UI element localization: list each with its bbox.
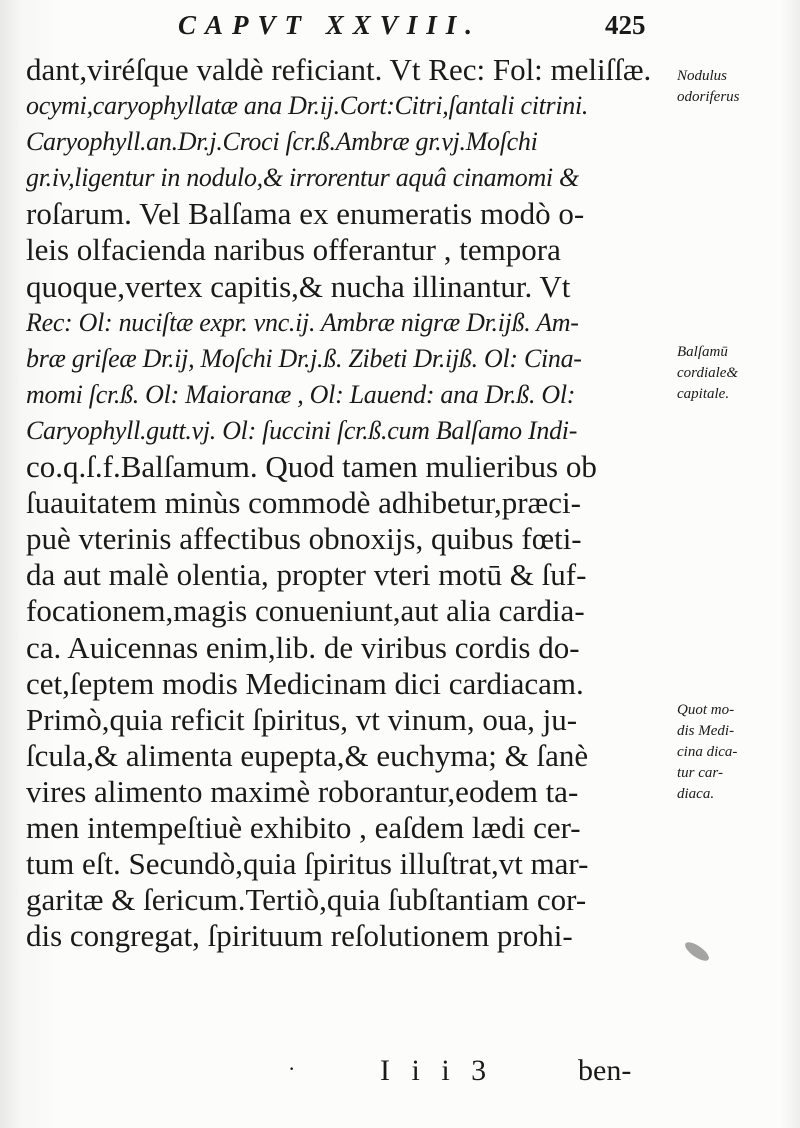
text-line: da aut malè olentia, propter vteri motū & ſuf- bbox=[26, 557, 587, 593]
text-line: Caryophyll.an.Dr.j.Croci ſcr.ß.Ambræ gr.vj.Moſchi bbox=[26, 127, 538, 157]
signature-mark: I i i 3 bbox=[380, 1054, 494, 1087]
text-line: Caryophyll.gutt.vj. Ol: ſuccini ſcr.ß.cum Balſamo Indi- bbox=[26, 415, 578, 445]
ink-smudge-mark bbox=[682, 939, 711, 964]
text-line: tum eſt. Secundò,quia ſpiritus illuſtrat,vt mar- bbox=[26, 846, 589, 882]
margin-note-line: capitale. bbox=[677, 386, 730, 402]
page-footer bbox=[0, 1052, 800, 1092]
margin-note-line: Quot mo- bbox=[677, 702, 735, 718]
margin-note-line: cina dica- bbox=[677, 744, 738, 760]
text-line: bræ griſeæ Dr.ij, Moſchi Dr.j.ß. Zibeti Dr.ijß. Ol: Cina- bbox=[26, 343, 582, 373]
text-line: quoque,vertex capitis,& nucha illinantur. Vt bbox=[26, 268, 571, 304]
chapter-title: CAPVT XXVIII. bbox=[178, 10, 482, 40]
running-head bbox=[0, 6, 800, 46]
margin-note-balsamum bbox=[677, 342, 787, 405]
text-line: dant,viréſque valdè reficiant. Vt Rec: Fol: meliſſæ. bbox=[26, 52, 652, 87]
text-line: Rec: Ol: nuciſtæ expr. vnc.ij. Ambræ nigræ Dr.ijß. Am- bbox=[26, 307, 579, 337]
text-line: leis olfacienda naribus offerantur , tempora bbox=[26, 232, 561, 268]
text-line: dis congregat, ſpirituum reſolutionem prohi- bbox=[26, 918, 573, 954]
text-line: vires alimento maximè roborantur,eodem ta- bbox=[26, 773, 579, 809]
catchword: ben- bbox=[578, 1054, 632, 1087]
text-line: co.q.ſ.f.Balſamum. Quod tamen mulieribus ob bbox=[26, 449, 597, 485]
text-line: ſuauitatem minùs commodè adhibetur,præci- bbox=[26, 485, 581, 521]
text-line: ſcula,& alimenta eupepta,& euchyma; & ſanè bbox=[26, 737, 589, 773]
margin-note-line: odoriferus bbox=[677, 89, 740, 105]
margin-note-line: Nodulus bbox=[677, 68, 728, 84]
text-line: focationem,magis conueniunt,aut alia cardia- bbox=[26, 593, 585, 629]
text-line: momi ſcr.ß. Ol: Maioranæ , Ol: Lauend: ana Dr.ß. Ol: bbox=[26, 379, 576, 409]
main-text-block bbox=[26, 52, 676, 954]
margin-note-line: tur car- bbox=[677, 765, 723, 781]
margin-note-line: dis Medi- bbox=[677, 723, 735, 739]
margin-note-line: Balſamū bbox=[677, 344, 728, 360]
margin-note-line: cordiale& bbox=[677, 365, 739, 381]
text-line: cet,ſeptem modis Medicinam dici cardiacam. bbox=[26, 665, 584, 701]
margin-note-line: diaca. bbox=[677, 786, 715, 802]
text-line: gr.iv,ligentur in nodulo,& irrorentur aquâ cinamomi & bbox=[26, 163, 579, 193]
text-line: ca. Auicennas enim,lib. de viribus cordis do- bbox=[26, 629, 580, 665]
text-line: garitæ & ſericum.Tertiò,quia ſubſtantiam cor- bbox=[26, 882, 587, 918]
text-line: men intempeſtiuè exhibito , eaſdem lædi cer- bbox=[26, 809, 581, 845]
text-line: puè vterinis affectibus obnoxijs, quibus fœti- bbox=[26, 521, 582, 557]
margin-note-nodulus bbox=[677, 66, 787, 108]
footer-dot: · bbox=[288, 1056, 296, 1081]
page-number: 425 bbox=[605, 10, 646, 40]
text-line: roſarum. Vel Balſama ex enumeratis modò o- bbox=[26, 196, 585, 232]
text-line: Primò,quia reficit ſpiritus, vt vinum, oua, ju- bbox=[26, 701, 578, 737]
margin-note-cardiaca bbox=[677, 700, 787, 805]
text-line: ocymi,caryophyllatæ ana Dr.ij.Cort:Citri,ſantali citrini. bbox=[26, 91, 589, 121]
